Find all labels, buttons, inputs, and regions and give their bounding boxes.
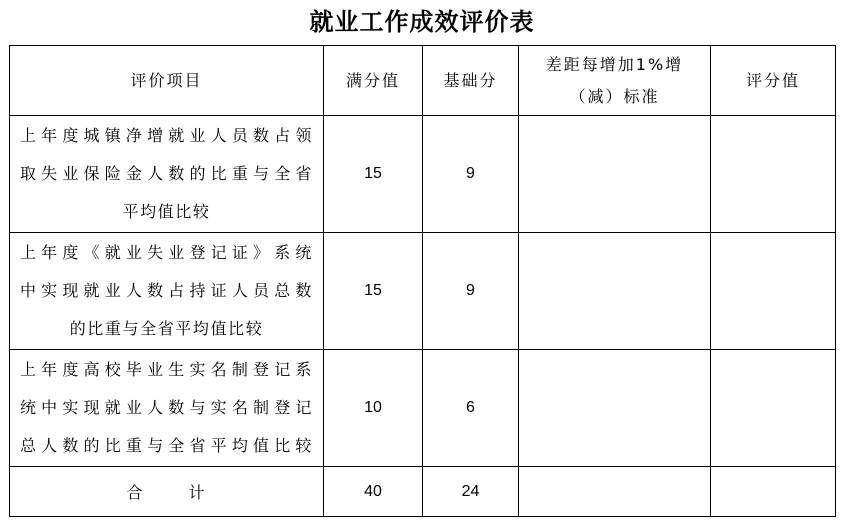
row-rating-cell [711,233,836,350]
total-rating-cell [711,467,836,517]
row-full-score: 15 [324,116,423,233]
row-item-cell [10,233,324,350]
row-item-line: 取失业保险金人数的比重与全省 [20,164,313,183]
header-full-score: 满分值 [324,46,423,116]
row-gap-cell [519,233,711,350]
row-full-score: 15 [324,233,423,350]
row-full-score: 10 [324,350,423,467]
row-base-score: 9 [423,233,519,350]
row-item-line: 上年度城镇净增就业人员数占领 [20,126,313,145]
document-title: 就业工作成效评价表 [309,8,535,36]
row-item-line: 的比重与全省平均值比较 [69,319,264,338]
row-rating-cell [711,116,836,233]
row-item-line: 平均值比较 [122,202,211,221]
total-full-score: 40 [324,467,423,517]
table-header-row [10,46,836,116]
total-base-score: 24 [423,467,519,517]
total-gap-cell [519,467,711,517]
table-row [10,350,836,467]
total-label-part2: 计 [188,483,207,502]
total-row [10,467,836,517]
row-item-line: 上年度高校毕业生实名制登记系 [20,360,313,379]
row-base-score: 9 [423,116,519,233]
row-item-cell [10,116,324,233]
table-row [10,116,836,233]
header-gap-standard [519,46,711,116]
row-gap-cell [519,350,711,467]
row-gap-cell [519,116,711,233]
row-item-cell [10,350,324,467]
row-item-line: 上年度《就业失业登记证》系统 [20,243,313,262]
header-item: 评价项目 [10,46,324,116]
row-item-line: 中实现就业人数占持证人员总数 [20,281,313,300]
total-label-part1: 合 [126,483,145,502]
header-gap-line2: （减）标准 [569,86,660,106]
header-rating: 评分值 [711,46,836,116]
row-rating-cell [711,350,836,467]
row-base-score: 6 [423,350,519,467]
header-base-score: 基础分 [423,46,519,116]
row-item-line: 总人数的比重与全省平均值比较 [20,436,313,455]
row-item-line: 统中实现就业人数与实名制登记 [20,398,313,417]
evaluation-table [9,45,836,517]
header-gap-line1: 差距每增加1%增 [545,54,684,74]
total-label [10,467,324,517]
table-row [10,233,836,350]
